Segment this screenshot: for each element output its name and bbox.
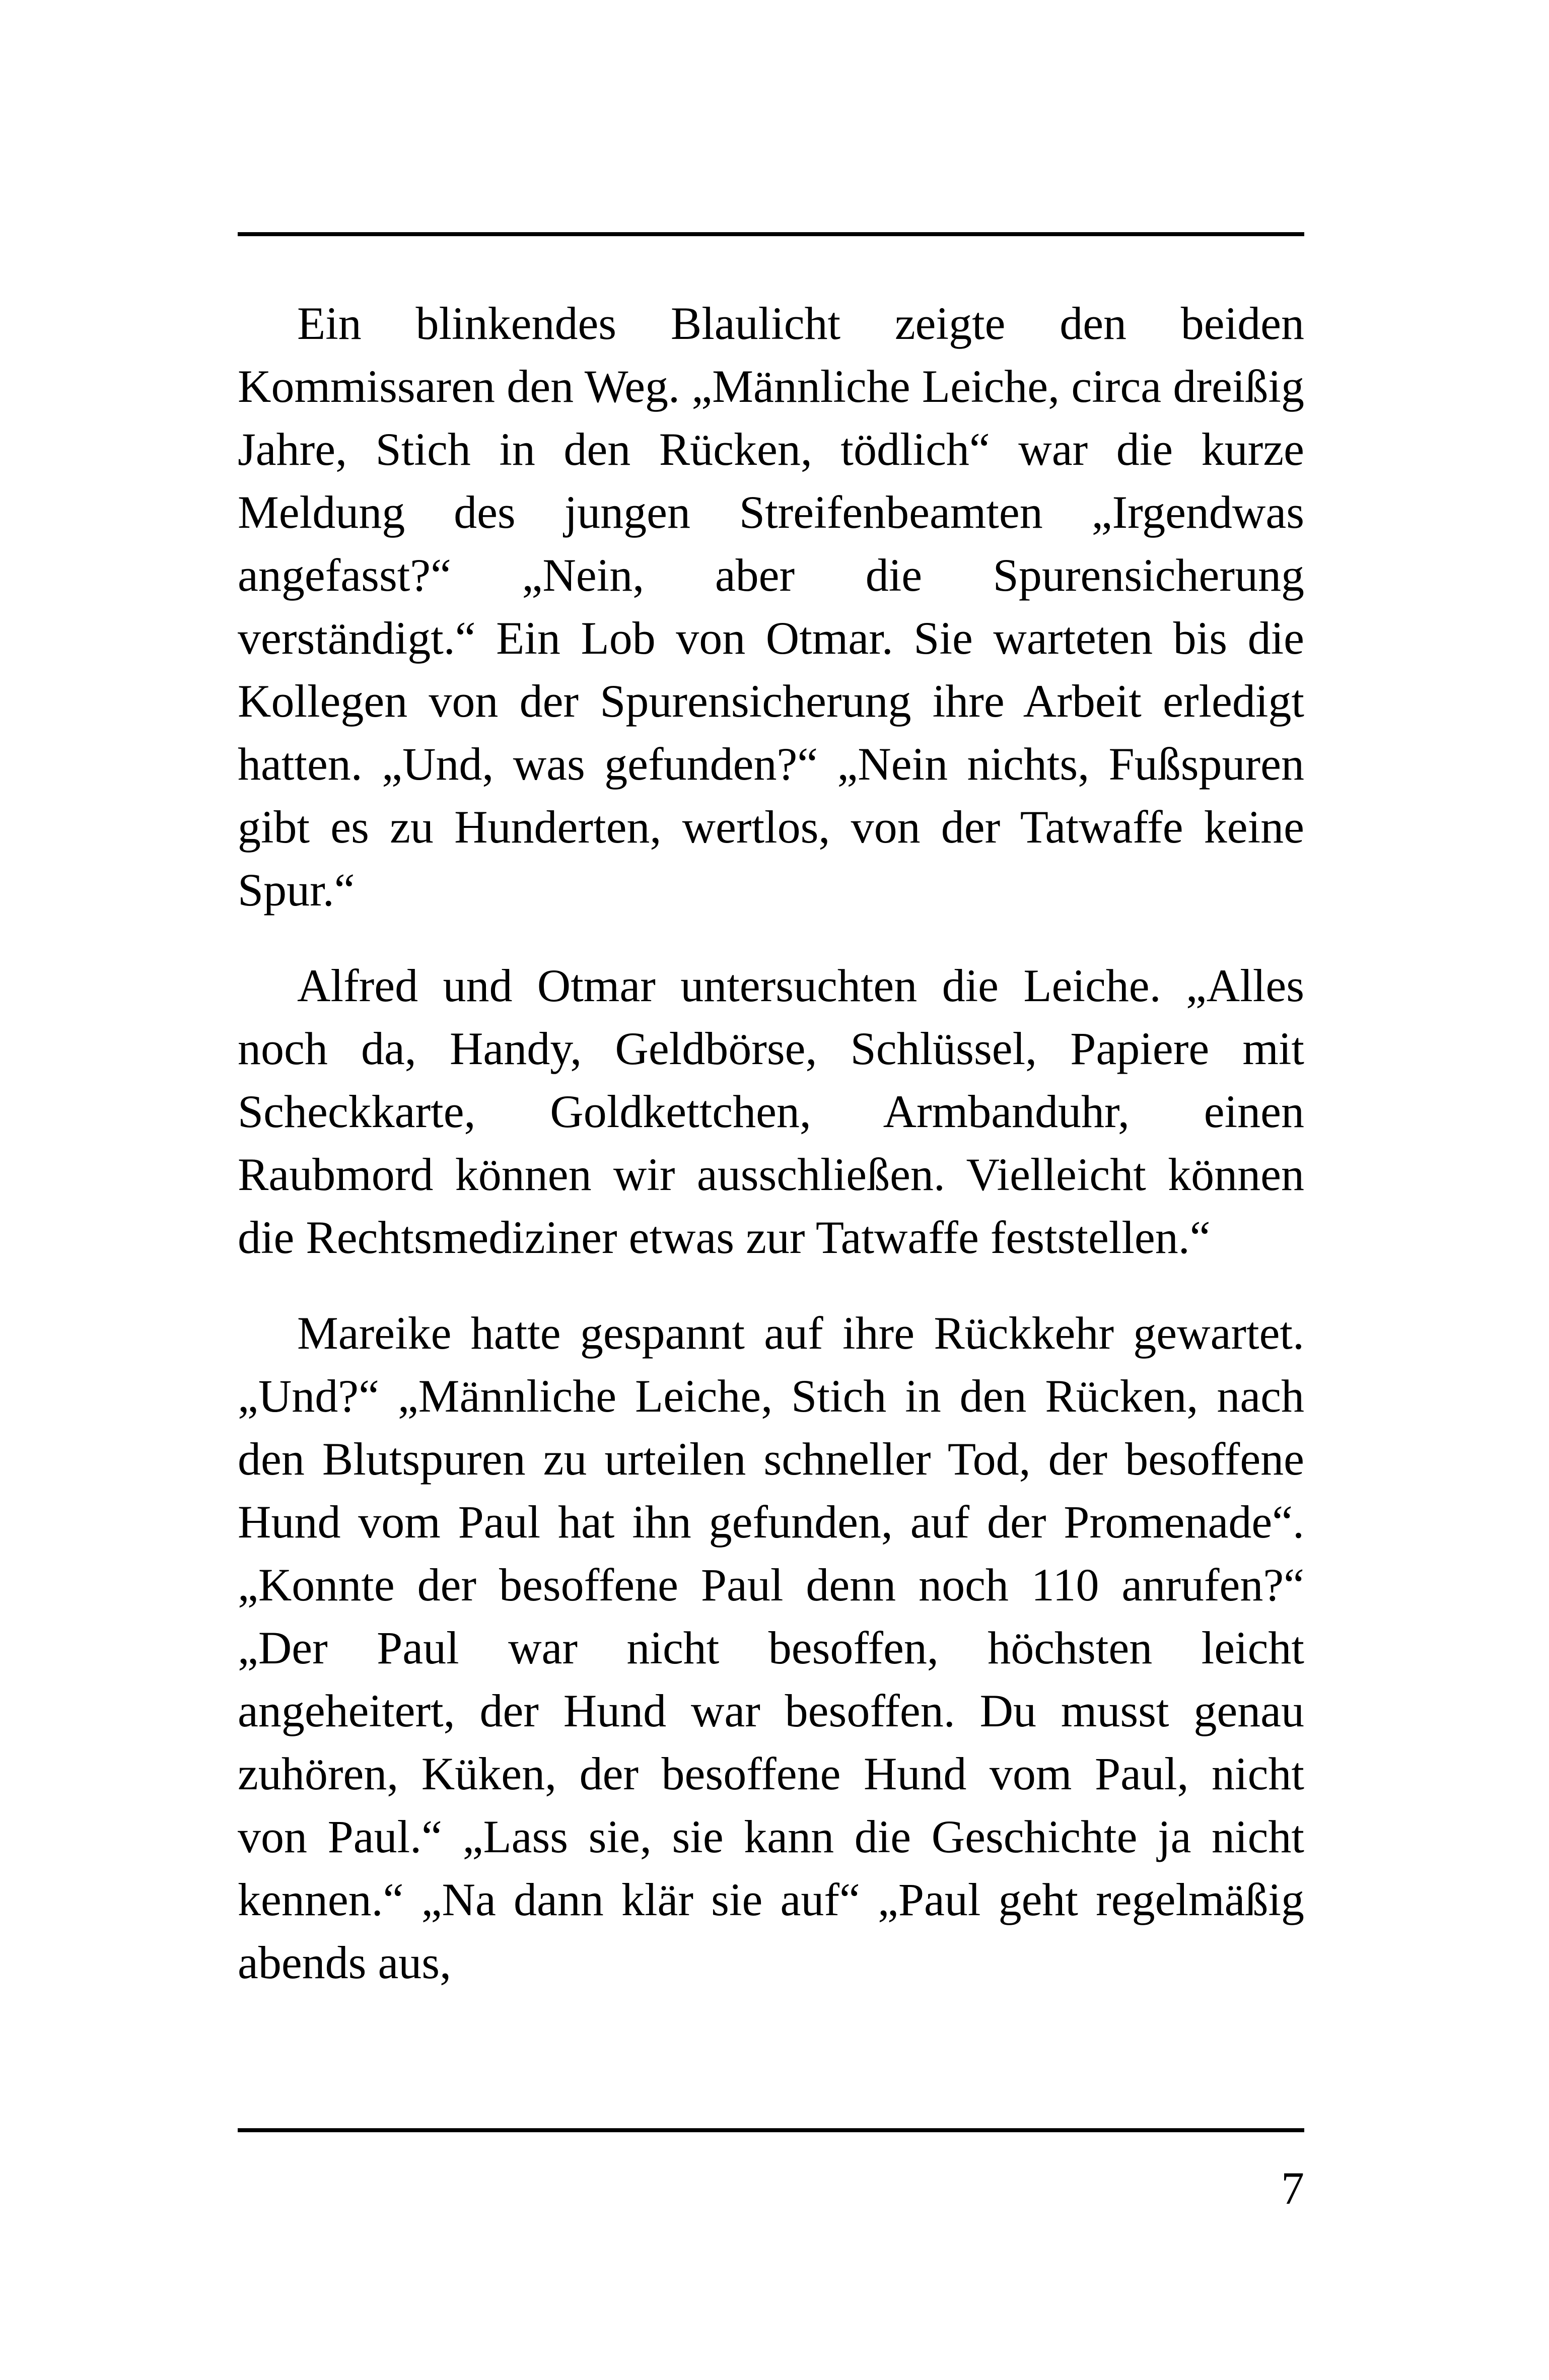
bottom-rule	[238, 2128, 1304, 2132]
paragraph-2: Alfred und Otmar untersuchten die Leiche. „Alles noch da, Handy, Geldbörse, Schlüssel, Papiere mit Scheckkarte, Goldkettchen, Armbanduhr, einen Raubmord können wir ausschließen. Vielleicht können die Rechtsmediziner etwas zur Tatwaffe feststellen.“	[238, 960, 1304, 1263]
page-body	[238, 292, 1304, 1994]
paragraph-3: Mareike hatte gespannt auf ihre Rückkehr gewartet. „Und?“ „Männliche Leiche, Stich in den Rücken, nach den Blutspuren zu urteilen schneller Tod, der besoffene Hund vom Paul hat ihn gefunden, auf der Promenade“. „Konnte der besoffene Paul denn noch 110 anrufen?“ „Der Paul war nicht besoffen, höchsten leicht angeheitert, der Hund war besoffen. Du musst genau zuhören, Küken, der besoffene Hund vom Paul, nicht von Paul.“ „Lass sie, sie kann die Geschichte ja nicht kennen.“ „Na dann klär sie auf“ „Paul geht regelmäßig abends aus,	[238, 1307, 1304, 1988]
paragraph-1: Ein blinkendes Blaulicht zeigte den beiden Kommissaren den Weg. „Männliche Leiche, circa dreißig Jahre, Stich in den Rücken, tödlich“ war die kurze Meldung des jungen Streifenbeamten „Irgendwas angefasst?“ „Nein, aber die Spurensicherung verständigt.“ Ein Lob von Otmar. Sie warteten bis die Kollegen von der Spurensicherung ihre Arbeit erledigt hatten. „Und, was gefunden?“ „Nein nichts, Fußspuren gibt es zu Hunderten, wertlos, von der Tatwaffe keine Spur.“	[238, 298, 1304, 916]
page-number: 7	[1281, 2162, 1304, 2214]
top-rule	[238, 232, 1304, 236]
